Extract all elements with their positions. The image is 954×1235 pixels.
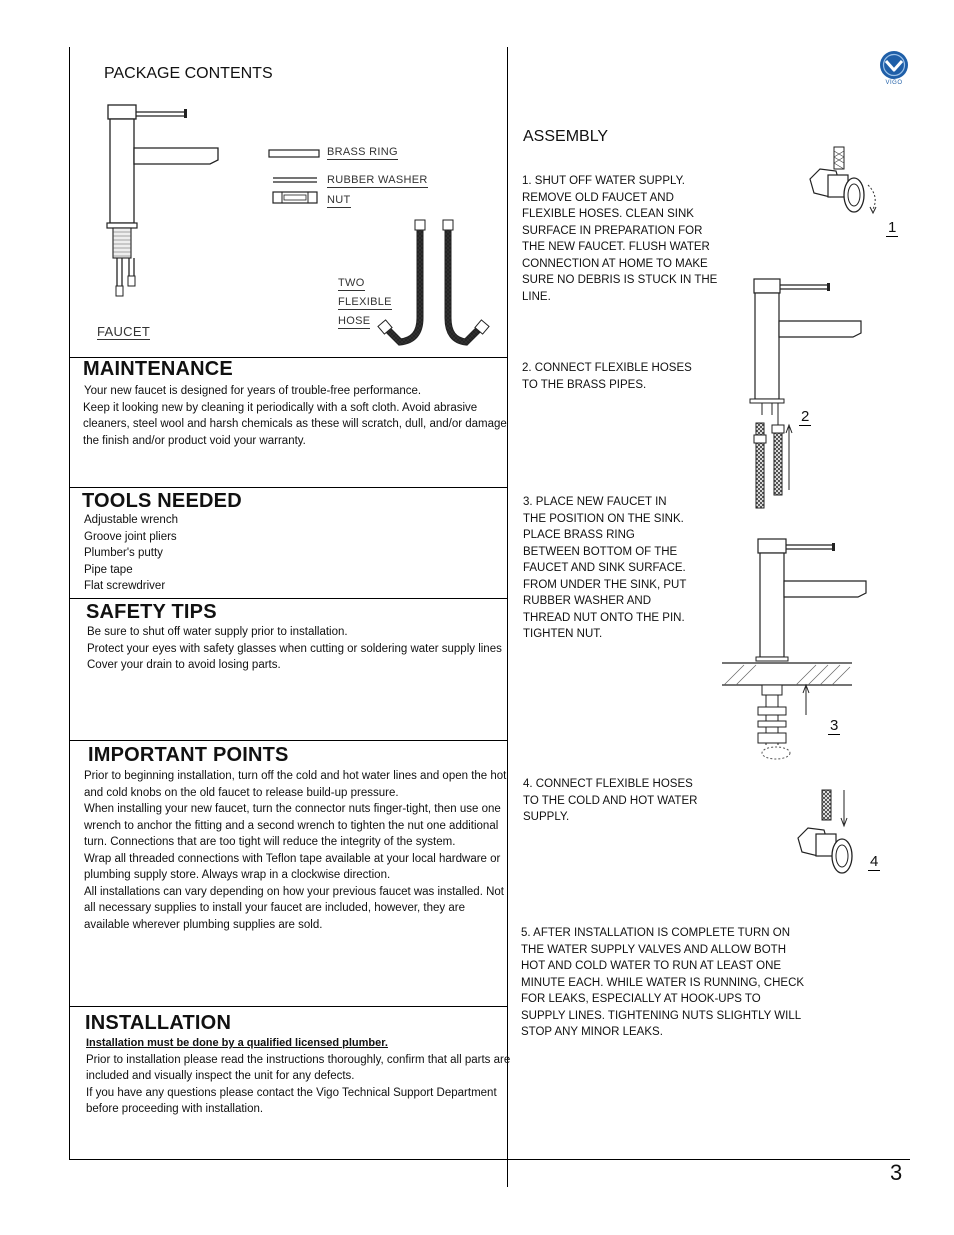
center-divider	[507, 47, 508, 1187]
divider-installation	[69, 1006, 507, 1007]
assembly-step-5	[521, 925, 804, 1041]
hose-label-line: HOSE	[338, 315, 371, 327]
brass-ring-icon	[268, 148, 320, 160]
important-line: wrench to anchor the fitting and a second wrench to tighten the nut one additional	[84, 819, 499, 832]
step-line: TO THE BRASS PIPES.	[522, 378, 647, 391]
step-line: THE WATER SUPPLY VALVES AND ALLOW BOTH	[521, 943, 786, 956]
step-number-4: 4	[870, 853, 879, 870]
step-number-1: 1	[888, 219, 897, 236]
step-line: THE POSITION ON THE SINK.	[523, 512, 684, 525]
step-line: HOT AND COLD WATER TO RUN AT LEAST ONE	[521, 960, 782, 972]
step-line: THREAD NUT ONTO THE PIN.	[523, 611, 685, 624]
tools-list	[84, 512, 178, 595]
important-text	[84, 768, 506, 933]
tools-title: TOOLS NEEDED	[82, 490, 242, 512]
step-line: 4. CONNECT FLEXIBLE HOSES	[523, 778, 693, 790]
safety-text	[87, 624, 502, 674]
step-line: FAUCET AND SINK SURFACE.	[523, 562, 686, 574]
divider-safety	[69, 598, 507, 599]
faucet-hose-connection-drawing	[745, 275, 875, 510]
supply-valve-connection-drawing	[794, 788, 864, 883]
safety-line: Be sure to shut off water supply prior to installation.	[87, 626, 348, 638]
step-line: SURFACE IN PREPARATION FOR	[522, 224, 703, 237]
step-line: CONNECTION AT HOME TO MAKE	[522, 257, 708, 270]
step-line: BETWEEN BOTTOM OF THE	[523, 545, 678, 558]
page-number: 3	[890, 1160, 903, 1185]
tool-item: Adjustable wrench	[84, 514, 178, 526]
left-border	[69, 47, 70, 1160]
step-line: FROM UNDER THE SINK, PUT	[523, 578, 687, 591]
nut-icon	[272, 190, 318, 206]
step-line: 2. CONNECT FLEXIBLE HOSES	[522, 362, 692, 374]
assembly-step-3	[523, 494, 686, 643]
faucet-drawing	[100, 100, 230, 300]
vigo-logo-text: VIGO	[885, 80, 903, 86]
brass-ring-label: BRASS RING	[327, 146, 398, 158]
maintenance-line: Your new faucet is designed for years of trouble-free performance.	[84, 385, 422, 397]
flexible-hoses-drawing	[378, 218, 490, 354]
step-line: THE NEW FAUCET. FLUSH WATER	[522, 241, 710, 253]
assembly-title: ASSEMBLY	[523, 128, 609, 145]
tool-item: Flat screwdriver	[84, 580, 166, 592]
assembly-step-4	[523, 776, 697, 826]
step-line: MINUTE EACH. WHILE WATER IS RUNNING, CHECK	[521, 976, 805, 989]
installation-note: Installation must be done by a qualified licensed plumber.	[86, 1037, 388, 1049]
nut-label: NUT	[327, 194, 351, 206]
maintenance-title: MAINTENANCE	[83, 358, 233, 380]
step-line: 3. PLACE NEW FAUCET IN	[523, 496, 667, 508]
step-line: SUPPLY LINES. TIGHTENING NUTS SLIGHTLY WILL	[521, 1009, 802, 1022]
step-line: RUBBER WASHER AND	[523, 595, 652, 607]
installation-line: before proceeding with installation.	[86, 1103, 264, 1115]
important-line: All installations can vary depending on how your previous faucet was installed. Not	[84, 885, 504, 898]
important-line: Wrap all threaded connections with Teflon tape available at your local hardware or	[84, 852, 501, 865]
step-line: STOP ANY MINOR LEAKS.	[521, 1026, 663, 1038]
tool-item: Pipe tape	[84, 563, 133, 576]
important-title: IMPORTANT POINTS	[88, 744, 289, 766]
maintenance-line: cleaners, steel wool and harsh chemicals as these will scratch, dull, and/or damage	[83, 418, 507, 430]
maintenance-line: the finish and/or product void your warranty.	[83, 434, 306, 447]
rubber-washer-icon	[272, 175, 318, 185]
step-number-3: 3	[830, 717, 839, 734]
hose-label-line: FLEXIBLE	[338, 296, 392, 308]
rubber-washer-label: RUBBER WASHER	[327, 174, 428, 186]
hose-label	[338, 273, 392, 329]
step-line: 5. AFTER INSTALLATION IS COMPLETE TURN ON	[521, 927, 791, 939]
maintenance-line: Keep it looking new by cleaning it periodically with a soft cloth. Avoid abrasive	[83, 401, 478, 414]
step-line: REMOVE OLD FAUCET AND	[522, 191, 674, 204]
step-line: FLEXIBLE HOSES. CLEAN SINK	[522, 208, 694, 220]
vigo-logo	[878, 50, 912, 90]
important-line: Prior to beginning installation, turn off the cold and hot water lines and open the hot	[84, 770, 507, 782]
step-number-2: 2	[801, 408, 810, 425]
step-line: LINE.	[522, 290, 551, 303]
important-line: all necessary supplies to install your faucet are included, however, they are	[84, 902, 465, 914]
step-line: TIGHTEN NUT.	[523, 628, 603, 640]
installation-title: INSTALLATION	[85, 1012, 232, 1034]
step-line: FOR LEAKS, ESPECIALLY AT HOOK-UPS TO	[521, 993, 761, 1005]
safety-line: Protect your eyes with safety glasses when cutting or soldering water supply lines	[87, 642, 502, 655]
hose-label-line: TWO	[338, 277, 365, 289]
important-line: available wherever plumbing supplies are sold.	[84, 918, 323, 931]
step-line: SURE NO DEBRIS IS STUCK IN THE	[522, 274, 718, 286]
maintenance-text	[83, 383, 507, 449]
safety-title: SAFETY TIPS	[86, 601, 217, 623]
package-contents-title: PACKAGE CONTENTS	[104, 65, 273, 82]
step-line: 1. SHUT OFF WATER SUPPLY.	[522, 175, 685, 187]
assembly-step-2	[522, 360, 692, 393]
assembly-step-1	[522, 173, 717, 305]
step-line: PLACE BRASS RING	[523, 529, 635, 541]
installation-line: included and visually inspect the unit for any defects.	[86, 1070, 355, 1082]
tool-item: Plumber's putty	[84, 547, 163, 559]
installation-line: If you have any questions please contact the Vigo Technical Support Department	[86, 1086, 497, 1099]
bottom-border	[69, 1159, 910, 1160]
step-line: TO THE COLD AND HOT WATER	[523, 794, 698, 807]
important-line: turn. Connections that are too tight will reduce the integrity of the system.	[84, 836, 456, 848]
divider-tools	[69, 487, 507, 488]
shutoff-valve-drawing	[806, 145, 886, 225]
faucet-label: FAUCET	[97, 324, 151, 339]
tool-item: Groove joint pliers	[84, 530, 177, 543]
safety-line: Cover your drain to avoid losing parts.	[87, 659, 281, 671]
important-line: and cold knobs on the old faucet to release build-up pressure.	[84, 786, 399, 799]
divider-important	[69, 740, 507, 741]
step-line: SUPPLY.	[523, 811, 570, 823]
important-line: When installing your new faucet, turn the connector nuts finger-tight, then use one	[84, 803, 501, 815]
important-line: plumbing supply store. Always wrap in a clockwise direction.	[84, 869, 391, 881]
installation-text	[86, 1035, 510, 1118]
installation-line: Prior to installation please read the instructions thoroughly, confirm that all parts are	[86, 1053, 511, 1066]
